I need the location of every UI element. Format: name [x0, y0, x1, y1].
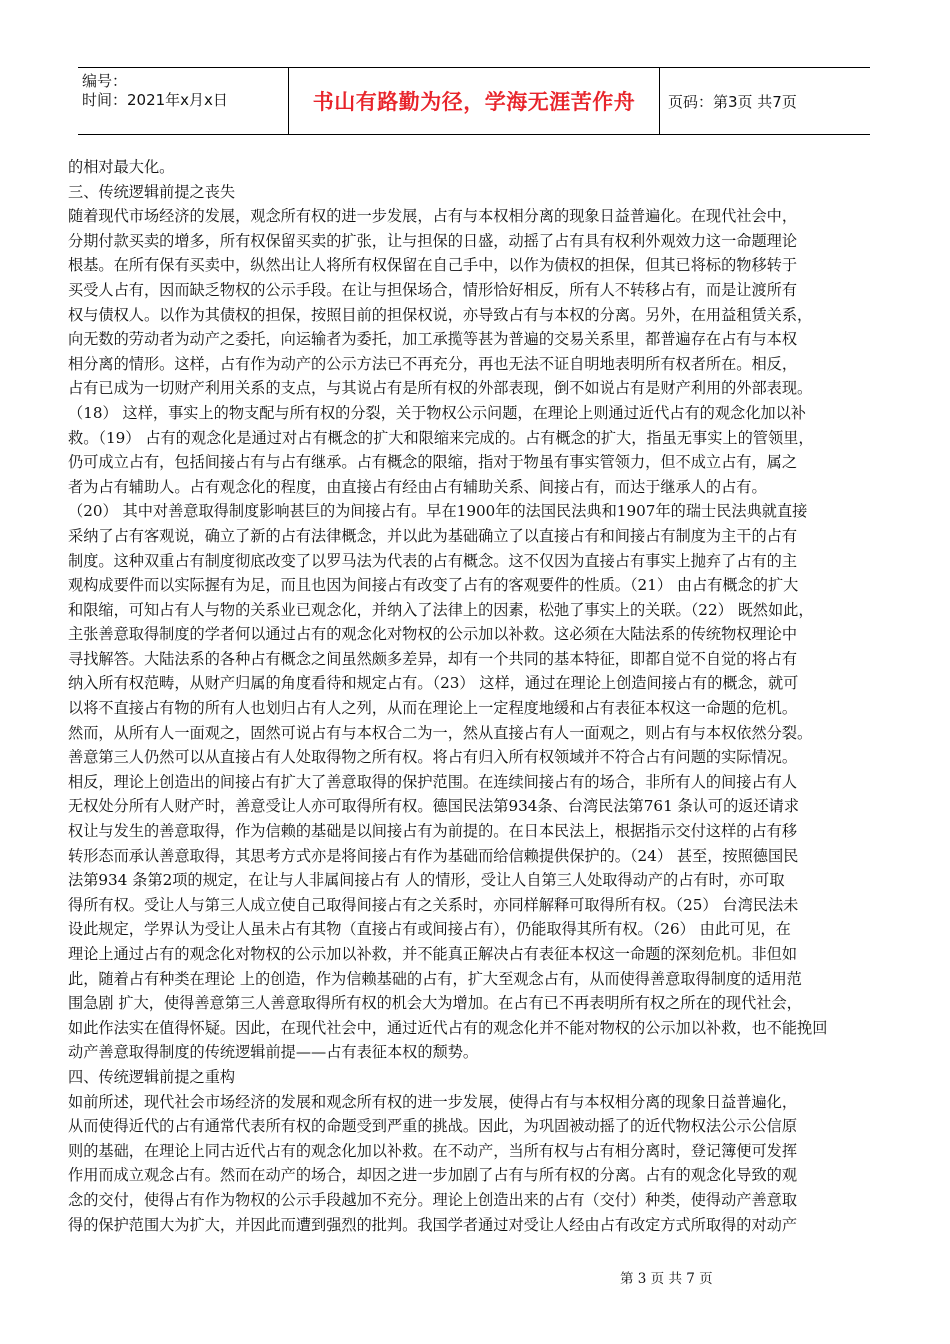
text-line: 制度。这种双重占有制度彻底改变了以罗马法为代表的占有概念。这不仅因为直接占有事实上抛弃了占有的主	[68, 551, 797, 570]
text-line: 和限缩，可知占有人与物的关系业已观念化，并纳入了法律上的因素，松弛了事实上的关联。（22） 既然如此，	[68, 600, 814, 619]
header-page-number: 页码：第3页 共7页	[668, 92, 797, 111]
text-line: 此，随着占有种类在理论 上的创造，作为信赖基础的占有，扩大至观念占有，从而使得善意取得制度的适用范	[68, 969, 802, 988]
text-line: 救。（19） 占有的观念化是通过对占有概念的扩大和限缩来完成的。占有概念的扩大，指虽无事实上的管领里，	[68, 428, 814, 447]
document-body	[68, 155, 886, 1237]
page-footer: 第 3 页 共 7 页	[620, 1271, 713, 1287]
text-line: 理论上通过占有的观念化对物权的公示加以补救，并不能真正解决占有表征本权这一命题的深刻危机。非但如	[68, 945, 797, 963]
text-line: 善意第三人仍然可以从直接占有人处取得物之所有权。将占有归入所有权领域并不符合占有问题的实际情况。	[68, 748, 797, 767]
text-line: （20） 其中对善意取得制度影响甚巨的为间接占有。早在1900年的法国民法典和1907年的瑞士民法典就直接	[68, 502, 808, 521]
header-left-cell	[78, 68, 288, 134]
text-line: 从而使得近代的占有通常代表所有权的命题受到严重的挑战。因此，为巩固被动摇了的近代物权法公示公信原	[68, 1117, 797, 1136]
text-line: 则的基础，在理论上同古近代占有的观念化加以补救。在不动产，当所有权与占有相分离时，登记簿便可发挥	[68, 1141, 797, 1160]
text-line: 根基。在所有保有买卖中，纵然出让人将所有权保留在自己手中，以作为债权的担保，但其已将标的物移转于	[68, 256, 797, 275]
text-line: 念的交付，使得占有作为物权的公示手段越加不充分。理论上创造出来的占有（交付）种类，使得动产善意取	[68, 1190, 797, 1209]
text-line: 法第934 条第2项的规定，在让与人非属间接占有 人的情形，受让人自第三人处取得动产的占有时，亦可取	[68, 871, 785, 890]
text-line: 围急剧 扩大，使得善意第三人善意取得所有权的机会大为增加。在占有已不再表明所有权之所在的现代社会，	[68, 994, 802, 1013]
text-line: 随着现代市场经济的发展，观念所有权的进一步发展，占有与本权相分离的现象日益普遍化。在现代社会中，	[68, 207, 797, 226]
text-line: 相反，理论上创造出的间接占有扩大了善意取得的保护范围。在连续间接占有的场合，非所有人的间接占有人	[68, 772, 797, 791]
header-motto: 书山有路勤为径，学海无涯苦作舟	[312, 90, 636, 114]
text-line: 向无数的劳动者为动产之委托，向运输者为委托，加工承揽等甚为普遍的交易关系里，都普遍存在占有与本权	[68, 330, 797, 349]
text-line: 如前所述，现代社会市场经济的发展和观念所有权的进一步发展，使得占有与本权相分离的现象日益普遍化，	[68, 1092, 797, 1111]
text-line: 四、传统逻辑前提之重构	[68, 1067, 236, 1086]
header-page-cell	[660, 68, 870, 134]
text-line: 仍可成立占有，包括间接占有与占有继承。占有概念的限缩，指对于物虽有事实管领力，但不成立占有，属之	[68, 453, 797, 472]
text-line: 相分离的情形。这样，占有作为动产的公示方法已不再充分，再也无法不证自明地表明所有权者所在。相反，	[68, 354, 797, 373]
document-time-label: 时间：2021年x月x日	[82, 91, 228, 109]
text-line: 如此作法实在值得怀疑。因此，在现代社会中，通过近代占有的观念化并不能对物权的公示加以补救，也不能挽回	[68, 1018, 828, 1037]
text-line: 采纳了占有客观说，确立了新的占有法律概念，并以此为基础确立了以直接占有和间接占有制度为主干的占有	[68, 526, 797, 545]
text-line: 的相对最大化。	[68, 158, 175, 176]
header-motto-cell	[288, 68, 660, 134]
document-number-label: 编号：	[82, 72, 128, 90]
text-line: 者为占有辅助人。占有观念化的程度，由直接占有经由占有辅助关系、间接占有，而达于继承人的占有。	[68, 477, 767, 496]
page-header	[78, 67, 870, 135]
text-line: 占有已成为一切财产利用关系的支点，与其说占有是所有权的外部表现，倒不如说占有是财产利用的外部表现。	[68, 379, 813, 398]
text-line: 得所有权。受让人与第三人成立使自己取得间接占有之关系时，亦同样解释可取得所有权。（25） 台湾民法未	[68, 895, 799, 914]
text-line: 主张善意取得制度的学者何以通过占有的观念化对物权的公示加以补救。这必须在大陆法系的传统物权理论中	[68, 625, 797, 644]
text-line: 动产善意取得制度的传统逻辑前提——占有表征本权的颓势。	[68, 1043, 479, 1062]
text-line: 分期付款买卖的增多，所有权保留买卖的扩张，让与担保的日盛，动摇了占有具有权利外观效力这一命题理论	[68, 231, 797, 250]
text-line: 观构成要件而以实际握有为足，而且也因为间接占有改变了占有的客观要件的性质。（21） 由占有概念的扩大	[68, 576, 799, 595]
text-line: 设此规定，学界认为受让人虽未占有其物（直接占有或间接占有），仍能取得其所有权。（26） 由此可见，在	[68, 920, 791, 939]
text-line: 作用而成立观念占有。然而在动产的场合，却因之进一步加剧了占有与所有权的分离。占有的观念化导致的观	[68, 1166, 797, 1185]
text-line: （18） 这样，事实上的物支配与所有权的分裂，关于物权公示问题，在理论上则通过近代占有的观念化加以补	[68, 403, 806, 422]
text-line: 权让与发生的善意取得，作为信赖的基础是以间接占有为前提的。在日本民法上，根据指示交付这样的占有移	[68, 822, 797, 841]
text-line: 纳入所有权范畴，从财产归属的角度看待和规定占有。（23） 这样，通过在理论上创造间接占有的概念，就可	[68, 674, 799, 693]
text-line: 三、传统逻辑前提之丧失	[68, 182, 236, 201]
text-line: 转形态而承认善意取得，其思考方式亦是将间接占有作为基础而给信赖提供保护的。（24） 甚至，按照德国民	[68, 846, 799, 865]
text-line: 然而，从所有人一面观之，固然可说占有与本权合二为一，然从直接占有人一面观之，则占有与本权依然分裂。	[68, 723, 813, 742]
text-line: 权与债权人。以作为其债权的担保，按照目前的担保权说，亦导致占有与本权的分离。另外，在用益租赁关系，	[68, 305, 813, 324]
text-line: 以将不直接占有物的所有人也划归占有人之列，从而在理论上一定程度地缓和占有表征本权这一命题的危机。	[68, 699, 797, 718]
text-line: 寻找解答。大陆法系的各种占有概念之间虽然颇多差异，却有一个共同的基本特征，即都自觉不自觉的将占有	[68, 649, 797, 668]
text-line: 得的保护范围大为扩大，并因此而遭到强烈的批判。我国学者通过对受让人经由占有改定方式所取得的对动产	[68, 1215, 797, 1234]
text-line: 无权处分所有人财产时，善意受让人亦可取得所有权。德国民法第934条、台湾民法第761 条认可的返还请求	[68, 797, 800, 816]
text-line: 买受人占有，因而缺乏物权的公示手段。在让与担保场合，情形恰好相反，所有人不转移占有，而是让渡所有	[68, 280, 797, 299]
